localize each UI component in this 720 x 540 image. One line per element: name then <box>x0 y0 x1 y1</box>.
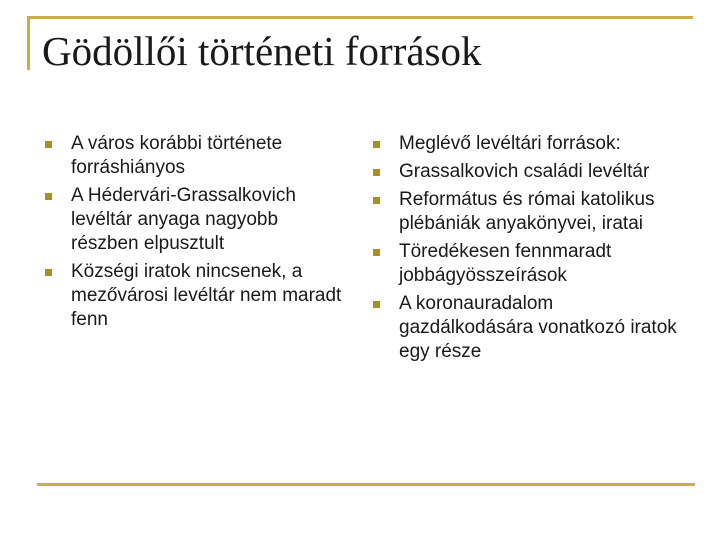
square-bullet-icon <box>45 269 52 276</box>
square-bullet-icon <box>373 141 380 148</box>
bullet-text: A város korábbi története forráshiányos <box>71 133 283 178</box>
bottom-rule <box>37 483 695 486</box>
bullet-text: Községi iratok nincsenek, a mezővárosi levéltár nem maradt fenn <box>71 261 342 330</box>
list-item <box>370 188 685 236</box>
square-bullet-icon <box>373 301 380 308</box>
square-bullet-icon <box>373 249 380 256</box>
bullet-text: Grassalkovich családi levéltár <box>399 161 650 182</box>
bullet-text: Református és római katolikus plébániák anyakönyvei, iratai <box>399 189 655 234</box>
square-bullet-icon <box>45 141 52 148</box>
square-bullet-icon <box>373 197 380 204</box>
list-item <box>370 160 685 184</box>
list-item <box>42 184 342 256</box>
bullet-text: Meglévő levéltári források: <box>399 133 621 154</box>
bullet-text: A Hédervári-Grassalkovich levéltár anyaga nagyobb részben elpusztult <box>71 185 296 254</box>
square-bullet-icon <box>45 193 52 200</box>
bullet-text: Töredékesen fennmaradt jobbágyösszeírások <box>399 241 612 286</box>
title-vertical-rule <box>27 16 30 70</box>
list-item <box>370 292 685 364</box>
list-item <box>42 260 342 332</box>
bullet-text: A koronauradalom gazdálkodására vonatkozó iratok egy része <box>399 293 677 362</box>
right-bullet-list <box>370 132 685 368</box>
list-item <box>42 132 342 180</box>
square-bullet-icon <box>373 169 380 176</box>
list-item <box>370 240 685 288</box>
title-top-rule <box>27 16 693 19</box>
slide-title: Gödöllői történeti források <box>42 28 482 74</box>
list-item <box>370 132 685 156</box>
left-bullet-list <box>42 132 342 336</box>
